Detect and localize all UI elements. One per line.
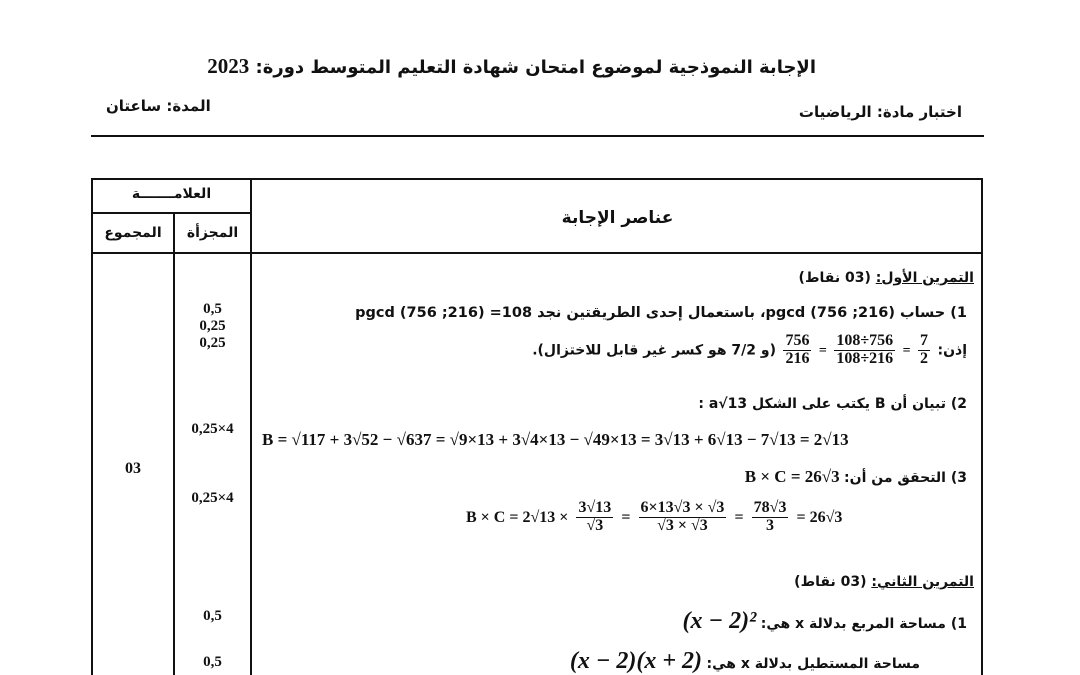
ex2-q1-line — [683, 608, 967, 635]
so-label: إذن: — [937, 342, 967, 359]
ex2-heading — [794, 574, 974, 590]
mark: 0,25 — [199, 318, 226, 334]
exam-year: 2023 — [207, 54, 250, 78]
mark: 0,25×4 — [191, 490, 234, 506]
ex1-points: (03 نقاط) — [798, 270, 871, 286]
fraction — [576, 500, 613, 535]
ex2-points: (03 نقاط) — [794, 574, 867, 590]
divider-total-partial — [173, 214, 175, 675]
eq-result: = 26√3 — [796, 508, 843, 526]
partial-header: المجزأة — [186, 225, 239, 241]
denominator: √3 × √3 — [657, 516, 708, 534]
denominator: 3 — [766, 516, 775, 534]
numerator: 756 — [785, 332, 810, 349]
fraction — [639, 500, 727, 535]
numerator: 78√3 — [753, 499, 787, 516]
ex2-title: التمرين الثاني: — [871, 574, 974, 590]
denominator: 216 — [785, 349, 810, 367]
mark: 0,25 — [199, 335, 226, 351]
numerator: 756÷108 — [836, 332, 894, 349]
irreducible-note: (و 7/2 هو كسر غير قابل للاختزال). — [532, 342, 776, 359]
numerator: 7 — [920, 332, 929, 349]
answer-table — [91, 178, 983, 675]
duration-label: المدة: ساعتان — [106, 97, 211, 115]
ex1-title: التمرين الأول: — [875, 270, 974, 286]
ex1-q1-fraction-line: إذن: $\frac{7}{2}$ = $\frac{756\div 108}{216\div 108}$ = $\frac{756}{216}$ (و 7/2 هو كسر غير قابل للاختزال). — [532, 332, 967, 367]
mark: 0,5 — [203, 608, 222, 624]
document-title — [207, 54, 816, 79]
denominator: 216÷108 — [836, 349, 894, 367]
denominator: 2 — [920, 349, 929, 367]
ex1-q3-equation: B × C = 2√13 × $\frac{3√13}{√3}$ = $\frac{6\times 13√3 \times √3}{√3 \times √3}$ = $\frac{78√3}{3}$ = 26√3 — [466, 499, 843, 534]
fraction — [834, 333, 895, 368]
rectangle-area-expr: (x − 2)(x + 2) — [569, 648, 703, 674]
total-header: المجموع — [104, 225, 162, 241]
mark: 0,25×4 — [191, 421, 234, 437]
answer-elements-header: عناصر الإجابة — [561, 208, 674, 228]
denominator: √3 — [586, 516, 604, 534]
ex1-q2-equation: B = √117 + 3√52 − √637 = √9×13 + 3√4×13 − √49×13 = 3√13 + 6√13 − 7√13 = 2√13 — [262, 430, 849, 449]
grade-subheader-line — [93, 212, 252, 214]
fraction — [918, 333, 930, 368]
mark: 0,5 — [203, 301, 222, 317]
eq-lhs: B × C = 2√13 × — [466, 508, 569, 526]
verify-label: 3) التحقق من أن: — [844, 470, 967, 486]
total-ex1: 03 — [125, 460, 141, 477]
fraction — [783, 333, 811, 368]
mark: 0,5 — [203, 654, 222, 670]
square-area-expr: (x − 2)² — [682, 608, 757, 634]
numerator: 3√13 — [578, 499, 612, 516]
ex1-q2-text: 2) تبيان أن B يكتب على الشكل a√13 : — [698, 396, 967, 412]
header-bottom-line — [93, 252, 983, 254]
square-area-label: 1) مساحة المربع بدلالة x هي: — [760, 616, 967, 632]
header-divider — [91, 135, 984, 137]
subject-label: اختبار مادة: الرياضيات — [798, 103, 962, 121]
rectangle-area-label: مساحة المستطيل بدلالة x هي: — [706, 656, 920, 672]
verify-goal: B × C = 26√3 — [744, 467, 840, 486]
ex1-heading — [799, 270, 974, 286]
ex1-q3-text — [745, 467, 967, 487]
numerator: 6×13√3 × √3 — [640, 499, 725, 516]
fraction — [752, 500, 789, 535]
grade-header: العلامـــــــة — [131, 186, 212, 202]
ex2-q2-line — [570, 648, 920, 675]
title-text: الإجابة النموذجية لموضوع امتحان شهادة التعليم المتوسط دورة: — [255, 57, 816, 78]
ex1-q1-text: 1) حساب (216; 756) pgcd، باستعمال إحدى الطريقتين نجد 108= (216; 756) pgcd — [355, 305, 967, 321]
divider-grade-answers — [250, 180, 252, 675]
